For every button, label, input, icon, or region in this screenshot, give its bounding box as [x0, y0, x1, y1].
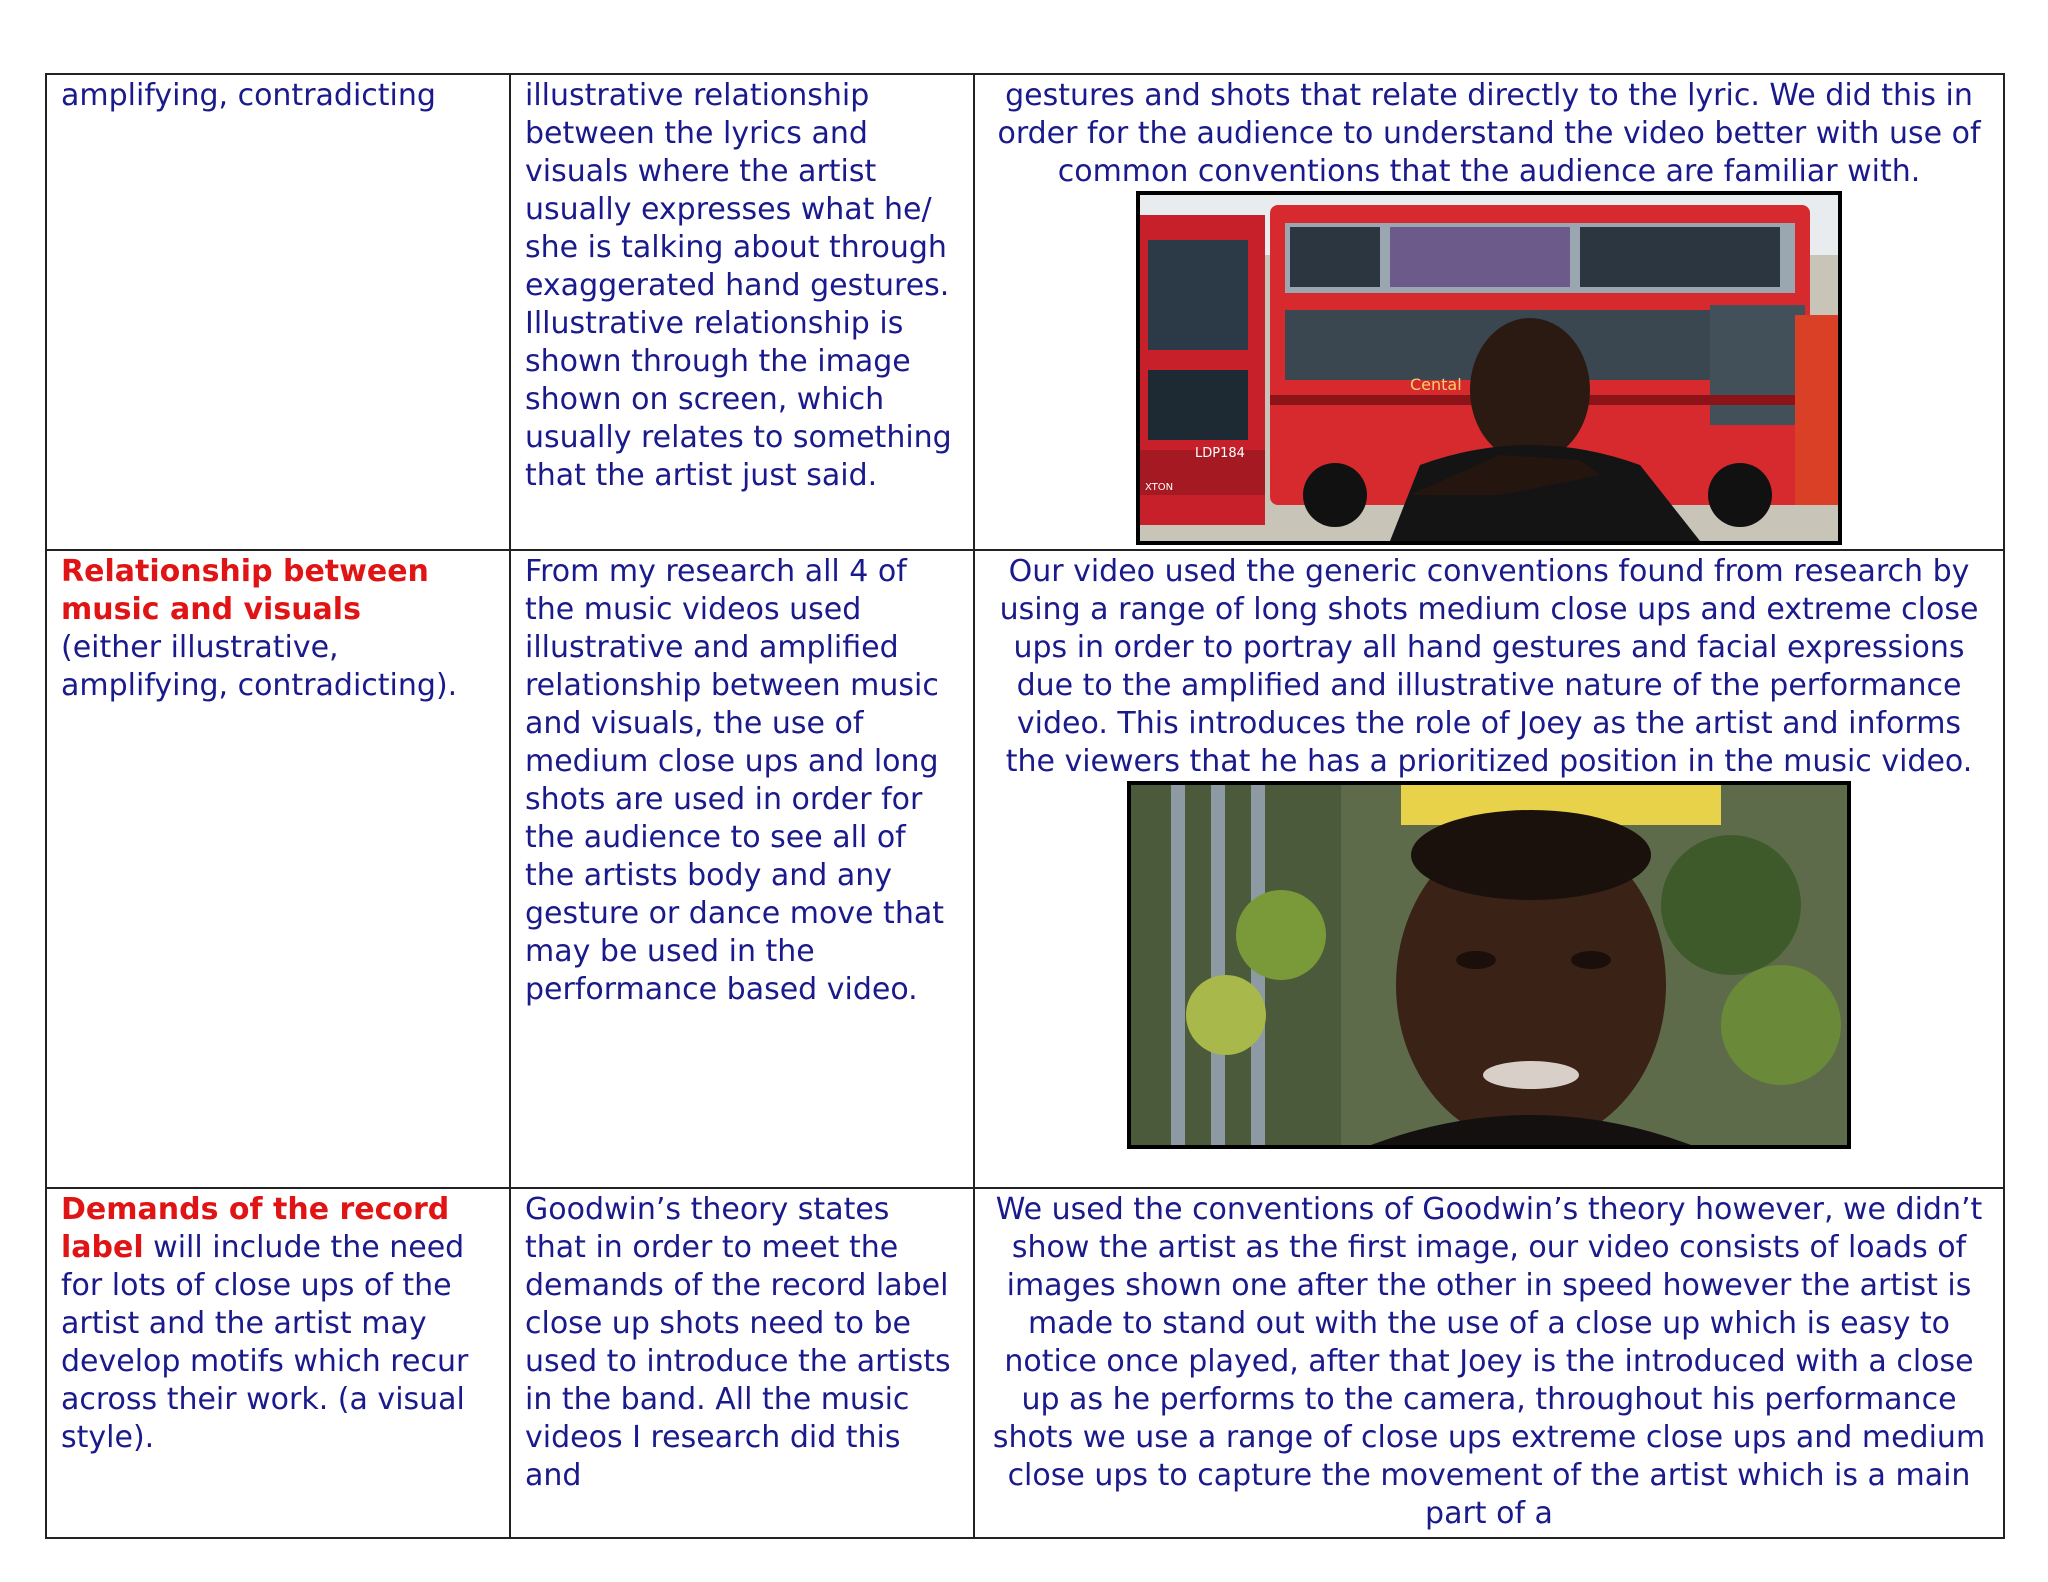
research-cell	[510, 74, 974, 550]
research-text: illustrative relationship between the lyrics and visuals where the artist usually expresses what he/ she is talking about through exaggerated hand gestures. Illustrative relationship is shown through the image shown on screen, which usually relates to something that the artist just said.	[525, 78, 952, 493]
table-row	[46, 1188, 2004, 1538]
our-video-cell	[974, 550, 2004, 1188]
our-video-text: gestures and shots that relate directly to the lyric. We did this in order for the audience to understand the video better with use of common conventions that the audience are familiar with.	[997, 78, 1981, 189]
research-text: From my research all 4 of the music videos used illustrative and amplified relationship between music and visuals, the use of medium close ups and long shots are used in order for the audience to see all of the artists body and any gesture or dance move that may be used in the performance based video.	[525, 554, 944, 1007]
criteria-text: amplifying, contradicting	[61, 78, 436, 113]
criteria-text: will include the need for lots of close ups of the artist and the artist may develop motifs which recur across their work. (a visual style).	[61, 1230, 469, 1455]
bus-scene-photo	[1136, 191, 1842, 545]
criteria-text: (either illustrative, amplifying, contradicting).	[61, 630, 458, 703]
bus-logo-text: Cental	[1410, 375, 1462, 394]
face-closeup-photo	[1127, 781, 1851, 1149]
our-video-cell	[974, 74, 2004, 550]
our-video-cell	[974, 1188, 2004, 1538]
table-row	[46, 74, 2004, 550]
criteria-cell	[46, 74, 510, 550]
research-text: Goodwin’s theory states that in order to meet the demands of the record label close up shots need to be used to introduce the artists in the band. All the music videos I research did this and	[525, 1192, 951, 1493]
bus-plate-text: LDP184	[1195, 446, 1245, 461]
research-cell	[510, 550, 974, 1188]
research-cell	[510, 1188, 974, 1538]
table-row	[46, 550, 2004, 1188]
our-video-text: We used the conventions of Goodwin’s theory however, we didn’t show the artist as the first image, our video consists of loads of images shown one after the other in speed however the artist is made to stand out with the use of a close up which is easy to notice once played, after that Joey is the introduced with a close up as he performs to the camera, throughout his performance shots we use a range of close ups extreme close ups and medium close ups to capture the movement of the artist which is a main part of a	[992, 1192, 1986, 1531]
bus-side-text: XTON	[1145, 482, 1174, 493]
criteria-cell	[46, 1188, 510, 1538]
analysis-table	[45, 73, 2005, 1539]
criteria-cell	[46, 550, 510, 1188]
our-video-text: Our video used the generic conventions found from research by using a range of long shots medium close ups and extreme close ups in order to portray all hand gestures and facial expressions due to the amplified and illustrative nature of the performance video. This introduces the role of Joey as the artist and informs the viewers that he has a prioritized position in the music video.	[999, 554, 1979, 779]
criteria-heading: Relationship between music and visuals	[61, 554, 429, 627]
criteria-heading: Demands of the record label	[61, 1192, 450, 1265]
